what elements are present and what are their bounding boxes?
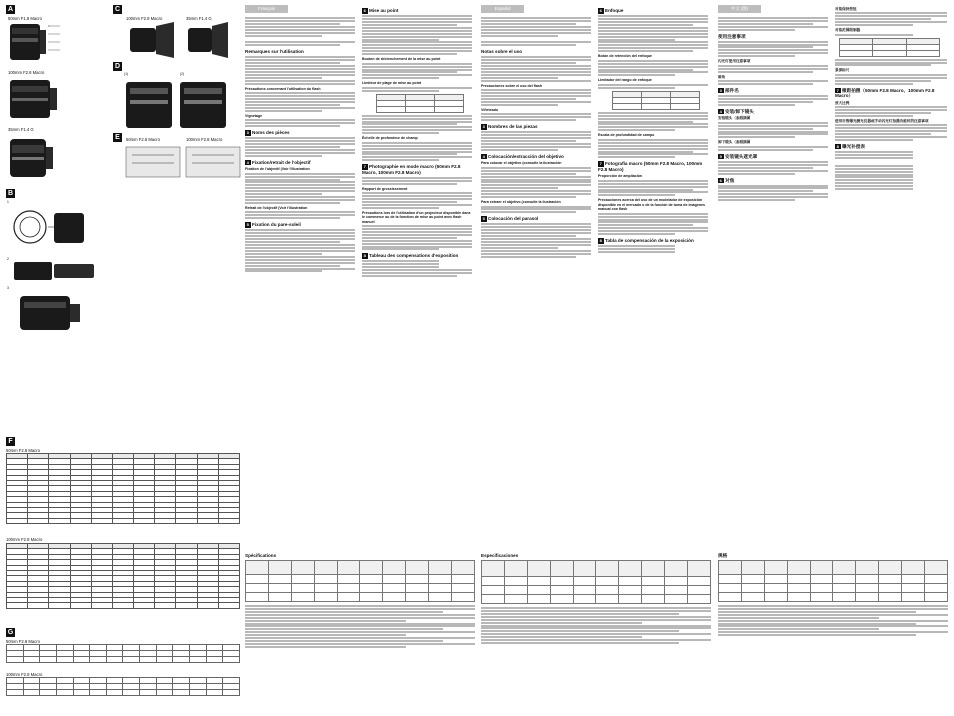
spanish-num-5: 5 <box>482 216 485 222</box>
spanish-heading-tabla-text: Tabla de compensación de la exposición <box>605 238 694 244</box>
spanish-column-2 <box>598 5 708 254</box>
chinese-num-7: 7 <box>836 87 839 93</box>
french-heading-precautions-flash: Précautions concernant l'utilisation du flash <box>245 86 321 91</box>
chinese-column-2 <box>835 5 947 191</box>
chinese-num-5: 5 <box>719 153 722 159</box>
chinese-heading-spec: 规格 <box>718 553 728 558</box>
chinese-num-3: 3 <box>719 87 722 93</box>
chinese-heading-mount-sub: 安装镜头（参照插图 <box>718 116 751 121</box>
section-b-letter: B <box>7 190 14 197</box>
rotate-lens-illustration <box>10 260 100 282</box>
spanish-num-3: 3 <box>482 124 485 130</box>
tab-espanol: Español <box>481 5 524 13</box>
spanish-num-4: 4 <box>482 153 485 159</box>
french-num-7: 7 <box>363 164 366 170</box>
chinese-heading-comp <box>835 144 947 150</box>
french-num-4: 4 <box>246 159 249 165</box>
spanish-heading-precauciones-flash: Precauciones sobre el uso del flash <box>481 83 543 88</box>
french-heading-fixation-text: Fixation/retrait de l'objectif <box>252 159 311 165</box>
french-heading-precautions-projecteur: Précautions lors de l'utilisation d'un projecteur disponible dans le commerce ou de la fonction de mise au point avec flash manuel <box>362 210 471 224</box>
french-heading-vignetage: Vignetage <box>245 113 263 118</box>
section-c-letter: C <box>114 6 121 13</box>
french-num-6: 6 <box>363 8 366 14</box>
lens-label-35mm: 35mm F1.4 G <box>8 127 34 132</box>
spanish-heading-boton: Botón de retención del enfoque <box>598 54 652 59</box>
chinese-heading-macro-text: 微距拍摄（50mm F2.8 Macro、100mm F2.8 Macro） <box>835 87 935 99</box>
chinese-heading-focus-text: 对焦 <box>725 177 735 183</box>
chinese-heading-dof: 景深标尺 <box>835 68 850 73</box>
french-heading-retrait: Retrait de l'objectif (Voir l'illustration <box>245 206 308 210</box>
f-table-label-50mm: 50mm F2.8 Macro <box>6 448 40 453</box>
chinese-heading-focus-range: 对焦范围限制器 <box>835 28 861 33</box>
chinese-num-6: 6 <box>719 177 722 183</box>
spanish-heading-nombres-text: Nombres de las piezas <box>488 124 538 130</box>
french-heading-tableau <box>362 253 472 259</box>
french-heading-bouton: Bouton de déclenchement de la mise au point <box>362 57 441 62</box>
french-heading-mise <box>362 8 472 14</box>
section-f-letter: F <box>6 437 15 446</box>
french-heading-pare-soleil <box>245 222 355 228</box>
spanish-heading-parasol <box>481 216 591 222</box>
spanish-heading-limitador: Limitador del rango de enfoque <box>598 78 652 83</box>
tab-chinese: 中文 (簡) <box>718 5 761 13</box>
french-heading-rapport: Rapport de grossissement <box>362 186 408 191</box>
spanish-num-7: 7 <box>599 161 602 167</box>
lens-a1-callouts <box>48 22 62 62</box>
spanish-heading-macro-text: Fotografía macro (50mm F2.8 Macro, 100mm F2.8 Macro) <box>598 161 703 172</box>
french-num-3: 3 <box>246 130 249 136</box>
french-spec-table <box>245 560 475 602</box>
tab-francais: Français <box>245 5 288 13</box>
spanish-num-8: 8 <box>599 238 602 244</box>
french-heading-noms <box>245 130 355 136</box>
spanish-heading-colocacion <box>481 154 591 160</box>
unmount-lens-illustration <box>10 290 100 336</box>
hood-attach-illustration <box>124 22 234 58</box>
spanish-heading-enfoque <box>598 8 708 14</box>
lens-label-50mm-macro: 50mm F1.8 Macro <box>8 16 42 21</box>
f-table-50mm <box>6 453 240 524</box>
b-step-1: 1 <box>7 200 9 204</box>
french-heading-profondeur: Échelle de profondeur de champ <box>362 136 418 141</box>
french-heading-fixation <box>245 160 355 166</box>
dof-scale-illustration <box>124 143 244 181</box>
french-heading-fixation-sub: Fixation de l'objectif (Voir l'illustration <box>245 167 310 172</box>
spanish-column-1 <box>481 16 591 259</box>
section-g-letter: G <box>7 629 14 636</box>
g-label-100mm: 100mm F2.8 Macro <box>6 672 43 677</box>
chinese-heading-focus <box>718 178 828 184</box>
e-lens-label-100mm: 100mm F2.8 Macro <box>186 137 223 142</box>
chinese-heading-parts-text: 部件名 <box>725 87 739 93</box>
spanish-heading-precauciones-modelador: Precauciones acerca del uso de un modelador de exposición disponible en el mercado o de la función de toma de imágenes manual con flash <box>598 198 706 212</box>
french-heading-tableau-text: Tableau des compensations d'exposition <box>369 253 459 259</box>
c-lens-label-35mm: 35mm F1.4 G <box>186 16 212 21</box>
g-table-100mm <box>6 677 240 696</box>
chinese-num-8: 8 <box>836 143 839 149</box>
spanish-heading-escala: Escala de profundidad de campo <box>598 133 655 138</box>
section-e-letter: E <box>113 133 122 142</box>
spanish-heading-notas: Notas sobre el uso <box>481 49 523 55</box>
french-heading-mise-text: Mise au point <box>369 8 399 13</box>
lens-label-100mm-macro: 100mm F2.8 Macro <box>8 70 45 75</box>
chinese-heading-flash: 闪光灯使用注意事项 <box>718 59 751 64</box>
spanish-heading-colocacion-text: Colocación/extracción del objetivo <box>488 153 564 159</box>
lens-35mm-illustration <box>8 133 58 183</box>
f-table-label-100mm: 100mm F2.8 Macro <box>6 537 43 542</box>
chinese-spec-table <box>718 560 948 602</box>
chinese-num-4: 4 <box>719 108 722 114</box>
spanish-heading-parasol-text: Colocación del parasol <box>488 216 539 222</box>
section-d-letter: D <box>114 63 121 70</box>
french-num-5: 5 <box>246 222 249 228</box>
chinese-heading-ratio: 放大比例 <box>835 100 850 105</box>
french-heading-photo-macro <box>362 164 472 175</box>
french-heading-noms-text: Noms des pièces <box>252 130 290 136</box>
chinese-heading-use: 使用注意事项 <box>718 33 746 39</box>
mount-lens-illustration <box>10 203 100 253</box>
focus-switch-illustration <box>122 78 232 134</box>
section-a-letter: A <box>7 6 14 13</box>
spanish-heading-nombres <box>481 124 591 130</box>
lens-50mm-macro-illustration <box>8 20 50 64</box>
chinese-heading-mount-text: 安装/卸下镜头 <box>725 108 754 114</box>
chinese-heading-parts <box>718 88 828 94</box>
spanish-heading-especificaciones: Especificaciones <box>481 553 519 558</box>
spanish-spec-table <box>481 560 711 604</box>
f-table-100mm <box>6 543 240 609</box>
chinese-heading-hood <box>718 154 828 160</box>
lens-100mm-macro-illustration <box>8 76 62 122</box>
d-label-1: (1) <box>124 72 129 76</box>
spanish-heading-enfoque-text: Enfoque <box>605 8 624 13</box>
spanish-heading-para-extraer: Para extraer el objetivo (consulte la ilustración <box>481 200 561 205</box>
french-heading-photo-text: Photographie en mode macro (50mm F2.8 Macro, 100mm F2.8 Macro) <box>362 164 461 175</box>
b-step-2: 2 <box>7 257 9 261</box>
chinese-heading-mount <box>718 109 828 115</box>
french-num-8: 8 <box>363 253 366 259</box>
french-column-1 <box>245 16 355 273</box>
french-heading-pare-text: Fixation du pare-soleil <box>252 222 301 228</box>
french-specifications <box>245 550 475 649</box>
chinese-heading-unmount: 卸下镜头（参照插图 <box>718 140 751 145</box>
spanish-specifications <box>481 550 711 645</box>
d-label-2: (2) <box>180 72 185 76</box>
chinese-heading-vignette: 暗角 <box>718 74 726 79</box>
french-heading-remarques: Remarques sur l'utilisation <box>245 49 304 55</box>
spanish-num-6: 6 <box>599 8 602 14</box>
french-column-2 <box>362 5 472 278</box>
chinese-heading-macro <box>835 88 947 99</box>
chinese-heading-focus-hold: 对焦保持按钮 <box>835 7 857 11</box>
e-lens-label-50mm: 50mm F2.8 Macro <box>126 137 160 142</box>
c-lens-label-100mm: 100mm F2.8 Macro <box>126 16 163 21</box>
spanish-heading-macro <box>598 161 708 172</box>
g-table-50mm <box>6 644 240 663</box>
french-focus-range-table <box>376 94 464 113</box>
chinese-specifications <box>718 550 948 637</box>
spanish-heading-tabla <box>598 238 708 244</box>
spanish-heading-para-colocar: Para colocar el objetivo (consulte la ilustración <box>481 161 562 166</box>
french-heading-limiteur: Limiteur de plage de mise au point <box>362 81 422 86</box>
chinese-heading-comp-text: 曝光补偿表 <box>842 143 865 149</box>
french-heading-specs: Spécifications <box>245 553 277 558</box>
b-step-3: 3 <box>7 286 9 290</box>
spanish-heading-vinetado: Viñeteado <box>481 107 499 112</box>
g-label-50mm: 50mm F2.8 Macro <box>6 639 40 644</box>
chinese-column-1 <box>718 16 828 202</box>
chinese-heading-hood-text: 安装镜头遮光罩 <box>725 153 758 159</box>
spanish-focus-range-table <box>612 91 700 110</box>
chinese-focus-range-table <box>839 38 940 57</box>
spanish-heading-proporcion: Proporción de ampliación <box>598 174 643 179</box>
chinese-heading-commercial: 使用市售曝光测光仪器或手动闪光灯拍摄功能时的注意事项 <box>835 118 929 123</box>
